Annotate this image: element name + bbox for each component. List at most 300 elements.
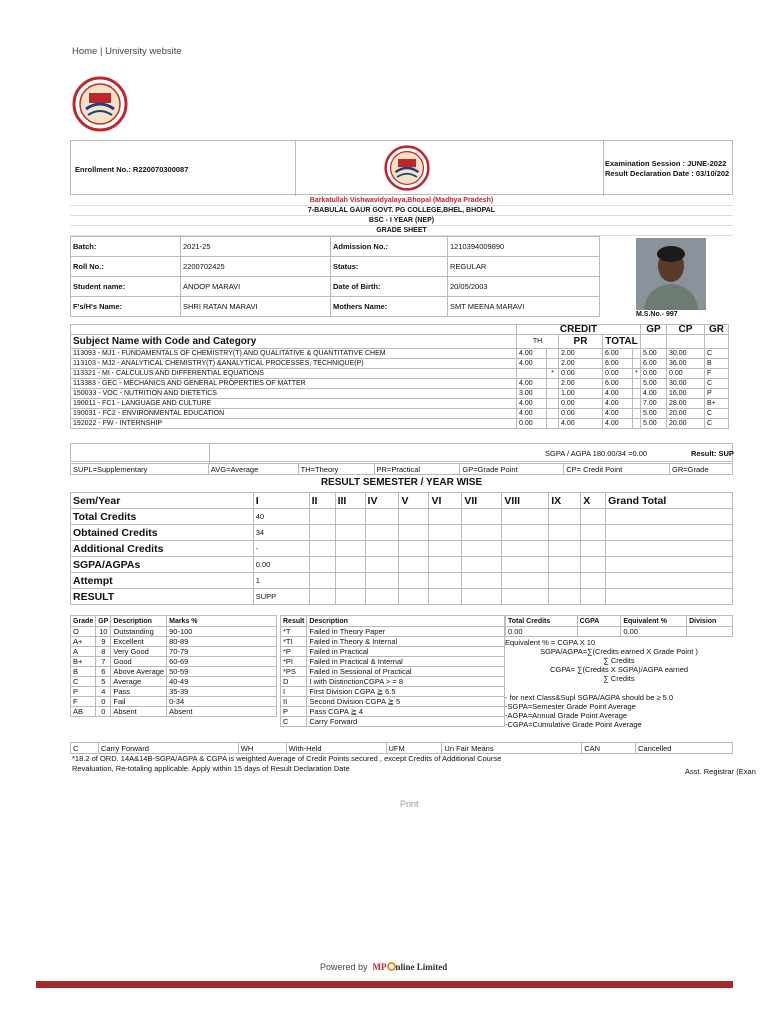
grade-row bbox=[71, 637, 277, 647]
result-col-header: Result bbox=[281, 616, 307, 627]
subject-total-cell: 4.00 bbox=[603, 399, 633, 409]
yearwise-empty-cell bbox=[502, 541, 549, 557]
subject-s2-cell bbox=[633, 419, 641, 429]
subject-th-cell: 3.00 bbox=[517, 389, 547, 399]
grade-header-row bbox=[71, 616, 277, 627]
grade-g-cell: F bbox=[71, 697, 96, 707]
yearwise-empty-cell bbox=[365, 509, 399, 525]
abbr-avg: AVG=Average bbox=[208, 464, 298, 475]
subject-cp-cell: 0.00 bbox=[667, 369, 705, 379]
yearwise-row-label: Total Credits bbox=[71, 509, 254, 525]
header-spacer bbox=[667, 335, 705, 349]
abbr-gr: GR=Grade bbox=[670, 464, 733, 475]
info-row bbox=[71, 237, 600, 257]
print-button[interactable]: Print bbox=[400, 799, 419, 809]
yearwise-empty-cell bbox=[549, 573, 581, 589]
sgpa-formula-denominator: ∑ Credits bbox=[603, 656, 635, 665]
yearwise-empty-cell bbox=[462, 557, 502, 573]
info-row bbox=[71, 297, 600, 317]
university-logo bbox=[72, 75, 128, 133]
abbreviations-table bbox=[70, 463, 733, 475]
subject-pr-cell: 4.00 bbox=[559, 419, 603, 429]
grade-row bbox=[71, 627, 277, 637]
info-row bbox=[71, 277, 600, 297]
university-name: Barkatullah Vishwavidyalaya,Bhopal (Madhya Pradesh) bbox=[70, 196, 733, 206]
yearwise-empty-cell bbox=[365, 525, 399, 541]
subject-s1-cell bbox=[547, 349, 559, 359]
subject-name-cell: 192022 - FW - INTERNSHIP bbox=[71, 419, 517, 429]
yearwise-empty-cell bbox=[606, 541, 733, 557]
yearwise-empty-cell bbox=[581, 589, 606, 605]
yearwise-sem1-value: 1 bbox=[253, 573, 309, 589]
yearwise-empty-cell bbox=[502, 509, 549, 525]
yearwise-empty-cell bbox=[429, 541, 462, 557]
equivalent-value: 0.00 bbox=[621, 627, 687, 637]
yearwise-col-header: II bbox=[309, 493, 335, 509]
course-name: BSC - I YEAR (NEP) bbox=[70, 216, 733, 226]
grade-d-cell: Outstanding bbox=[111, 627, 167, 637]
result-code-d-cell: Failed in Sessional of Practical bbox=[307, 667, 505, 677]
yearwise-row-label: RESULT bbox=[71, 589, 254, 605]
grade-g-cell: C bbox=[71, 677, 96, 687]
credit-header: CREDIT bbox=[517, 325, 641, 335]
grade-d-cell: Absent bbox=[111, 707, 167, 717]
subject-gp-cell: 4.00 bbox=[641, 389, 667, 399]
result-code-d-cell: I with DistinctionCGPA > = 8 bbox=[307, 677, 505, 687]
gp-header: GP bbox=[641, 325, 667, 335]
yearwise-empty-cell bbox=[606, 509, 733, 525]
grade-g-cell: P bbox=[71, 687, 96, 697]
grade-row bbox=[71, 667, 277, 677]
grade-m-cell: Absent bbox=[167, 707, 277, 717]
yearwise-row-label: Additional Credits bbox=[71, 541, 254, 557]
result-code-d-cell: Failed in Theory & Internal bbox=[307, 637, 505, 647]
student-photo bbox=[636, 238, 706, 310]
abbr-supl: SUPL=Supplementary bbox=[71, 464, 209, 475]
subject-gr-cell: C bbox=[705, 349, 729, 359]
yearwise-empty-cell bbox=[399, 541, 429, 557]
yearwise-row bbox=[71, 573, 733, 589]
th-header: TH bbox=[517, 335, 559, 349]
subject-name-cell: 113321 - MI - CALCULUS AND DIFFERENTIAL EQUATIONS bbox=[71, 369, 517, 379]
sheet-titles bbox=[70, 196, 733, 236]
grade-d-cell: Good bbox=[111, 657, 167, 667]
subject-th-cell: 4.00 bbox=[517, 399, 547, 409]
yearwise-empty-cell bbox=[399, 573, 429, 589]
legend-ufm: UFM bbox=[386, 743, 442, 754]
yearwise-empty-cell bbox=[399, 557, 429, 573]
subject-row bbox=[71, 389, 729, 399]
subject-gp-cell: 5.00 bbox=[641, 419, 667, 429]
subject-s2-cell bbox=[633, 399, 641, 409]
yearwise-empty-cell bbox=[549, 541, 581, 557]
grade-col-header: Grade bbox=[71, 616, 96, 627]
person-photo-icon bbox=[636, 238, 706, 310]
result-code-c-cell: P bbox=[281, 707, 307, 717]
subject-th-cell: 0.00 bbox=[517, 419, 547, 429]
note-item: - for next Class&Supl SGPA/AGPA should be ≥ 5.0 bbox=[505, 693, 674, 702]
declaration-date: Result Declaration Date : 03/10/202 bbox=[605, 169, 730, 178]
result-code-row bbox=[281, 627, 505, 637]
yearwise-empty-cell bbox=[335, 541, 365, 557]
note-item: -SGPA=Semester Grade Point Average bbox=[505, 702, 636, 711]
legend-cancelled: Cancelled bbox=[636, 743, 733, 754]
subject-th-cell bbox=[517, 369, 547, 379]
formulas bbox=[505, 638, 733, 683]
total-credits-header: Total Credits bbox=[506, 616, 578, 627]
result-codes-header-row bbox=[281, 616, 505, 627]
result-code-d-cell: Pass CGPA ≧ 4 bbox=[307, 707, 505, 717]
result-code-d-cell: Carry Forward bbox=[307, 717, 505, 727]
roll-value: 2200702425 bbox=[181, 257, 331, 277]
grade-scale-table bbox=[70, 615, 277, 717]
grade-row bbox=[71, 687, 277, 697]
yearwise-empty-cell bbox=[462, 541, 502, 557]
grade-gp-cell: 10 bbox=[96, 627, 111, 637]
note-item: -AGPA=Annual Grade Point Average bbox=[505, 711, 628, 720]
subject-gr-cell: C bbox=[705, 409, 729, 419]
subject-s1-cell bbox=[547, 419, 559, 429]
gp-col-header: GP bbox=[96, 616, 111, 627]
grade-m-cell: 0-34 bbox=[167, 697, 277, 707]
subject-gp-cell: 5.00 bbox=[641, 379, 667, 389]
yearwise-empty-cell bbox=[606, 589, 733, 605]
subject-name-header: Subject Name with Code and Category bbox=[71, 335, 517, 349]
subject-cp-cell: 30.00 bbox=[667, 379, 705, 389]
subject-gp-cell: 6.00 bbox=[641, 359, 667, 369]
subject-cp-cell: 16.00 bbox=[667, 389, 705, 399]
subject-row bbox=[71, 379, 729, 389]
yearwise-empty-cell bbox=[429, 589, 462, 605]
result-status: Result: SUP bbox=[691, 449, 734, 458]
grade-gp-cell: 5 bbox=[96, 677, 111, 687]
subject-cp-cell: 28.00 bbox=[667, 399, 705, 409]
subject-pr-cell: 0.00 bbox=[559, 399, 603, 409]
mother-value: SMT MEENA MARAVI bbox=[448, 297, 600, 317]
cgpa-formula-denominator: ∑ Credits bbox=[603, 674, 635, 683]
yearwise-empty-cell bbox=[335, 573, 365, 589]
yearwise-sem1-value: 0.00 bbox=[253, 557, 309, 573]
abbr-gp: GP=Grade Point bbox=[460, 464, 564, 475]
sgpa-formula: SGPA/AGPA=∑(Credits earned X Grade Point ) bbox=[540, 647, 698, 656]
result-code-d-cell: First Division CGPA ≧ 6.5 bbox=[307, 687, 505, 697]
yearwise-empty-cell bbox=[549, 589, 581, 605]
yearwise-row bbox=[71, 509, 733, 525]
grade-g-cell: A+ bbox=[71, 637, 96, 647]
subject-gp-cell: 5.00 bbox=[641, 349, 667, 359]
subject-cp-cell: 30.00 bbox=[667, 349, 705, 359]
legend-can: CAN bbox=[582, 743, 636, 754]
subject-pr-cell: 0.00 bbox=[559, 409, 603, 419]
yearwise-empty-cell bbox=[365, 541, 399, 557]
result-code-row bbox=[281, 697, 505, 707]
grade-row bbox=[71, 697, 277, 707]
cgpa-header: CGPA bbox=[577, 616, 621, 627]
subject-s1-cell bbox=[547, 379, 559, 389]
subject-total-cell: 4.00 bbox=[603, 389, 633, 399]
cgpa-formula: CGPA= ∑(Credits X SGPA)/AGPA earned bbox=[549, 665, 689, 674]
subject-s1-cell bbox=[547, 399, 559, 409]
subject-row bbox=[71, 419, 729, 429]
yearwise-sem1-value: SUPP bbox=[253, 589, 309, 605]
subject-th-cell: 4.00 bbox=[517, 379, 547, 389]
grade-m-cell: 60-69 bbox=[167, 657, 277, 667]
result-code-row bbox=[281, 687, 505, 697]
grade-gp-cell: 9 bbox=[96, 637, 111, 647]
subject-th-cell: 4.00 bbox=[517, 409, 547, 419]
subject-pr-cell: 2.00 bbox=[559, 359, 603, 369]
grade-gp-cell: 4 bbox=[96, 687, 111, 697]
yearwise-empty-cell bbox=[365, 573, 399, 589]
subject-s1-cell bbox=[547, 389, 559, 399]
yearwise-col-header: X bbox=[581, 493, 606, 509]
roll-label: Roll No.: bbox=[71, 257, 181, 277]
yearwise-col-header: III bbox=[335, 493, 365, 509]
yearwise-col-header: Grand Total bbox=[606, 493, 733, 509]
ordinance-note: *18.2 of ORD. 14A&14B-SGPA/AGPA & CGPA is weighted Average of Credit Points secured , except Credits of Additional Course bbox=[72, 754, 502, 763]
grade-gp-cell: 0 bbox=[96, 707, 111, 717]
brand-o-icon bbox=[387, 962, 396, 971]
grade-g-cell: A bbox=[71, 647, 96, 657]
yearwise-header-row bbox=[71, 493, 733, 509]
yearwise-empty-cell bbox=[309, 557, 335, 573]
result-code-row bbox=[281, 707, 505, 717]
result-code-c-cell: *T bbox=[281, 627, 307, 637]
yearwise-empty-cell bbox=[462, 525, 502, 541]
grade-gp-cell: 8 bbox=[96, 647, 111, 657]
legend-table bbox=[70, 742, 733, 754]
grade-gp-cell: 0 bbox=[96, 697, 111, 707]
subject-cp-cell: 20.00 bbox=[667, 409, 705, 419]
result-codes-table bbox=[280, 615, 505, 727]
subject-gr-cell: F bbox=[705, 369, 729, 379]
subject-pr-cell: 2.00 bbox=[559, 379, 603, 389]
subject-total-cell: 4.00 bbox=[603, 419, 633, 429]
grade-d-cell: Pass bbox=[111, 687, 167, 697]
yearwise-empty-cell bbox=[429, 509, 462, 525]
yearwise-empty-cell bbox=[309, 541, 335, 557]
legend-row bbox=[71, 743, 733, 754]
dob-value: 20/05/2003 bbox=[448, 277, 600, 297]
yearwise-empty-cell bbox=[581, 557, 606, 573]
yearwise-empty-cell bbox=[429, 573, 462, 589]
grade-gp-cell: 7 bbox=[96, 657, 111, 667]
result-code-row bbox=[281, 677, 505, 687]
legend-unfair-means: Un Fair Means bbox=[442, 743, 582, 754]
abbr-pr: PR=Practical bbox=[374, 464, 460, 475]
credits-header-row bbox=[506, 616, 733, 627]
result-code-c-cell: *PI bbox=[281, 657, 307, 667]
asst-registrar: Asst. Registrar (Exan bbox=[685, 767, 756, 776]
yearwise-row bbox=[71, 589, 733, 605]
grade-m-cell: 90-100 bbox=[167, 627, 277, 637]
yearwise-sem1-value: 40 bbox=[253, 509, 309, 525]
subject-s1-cell: * bbox=[547, 369, 559, 379]
sgpa-summary bbox=[70, 443, 733, 462]
yearwise-row-label: Obtained Credits bbox=[71, 525, 254, 541]
result-code-row bbox=[281, 647, 505, 657]
grade-d-cell: Fail bbox=[111, 697, 167, 707]
subject-row bbox=[71, 369, 729, 379]
subject-total-cell: 0.00 bbox=[603, 369, 633, 379]
result-code-row bbox=[281, 667, 505, 677]
subject-row bbox=[71, 409, 729, 419]
yearwise-empty-cell bbox=[502, 589, 549, 605]
result-code-d-cell: Second Division CGPA ≧ 5 bbox=[307, 697, 505, 707]
powered-by bbox=[320, 962, 447, 972]
yearwise-empty-cell bbox=[309, 573, 335, 589]
legend-c: C bbox=[71, 743, 99, 754]
subject-total-cell: 6.00 bbox=[603, 349, 633, 359]
legend-wh: WH bbox=[238, 743, 286, 754]
equivalent-formula: Equivalent % = CGPA X 10 bbox=[505, 638, 596, 647]
yearwise-empty-cell bbox=[399, 509, 429, 525]
enrollment-number: Enrollment No.: R220070300087 bbox=[75, 165, 189, 174]
yearwise-col-header: V bbox=[399, 493, 429, 509]
result-code-d-cell: Failed in Practical bbox=[307, 647, 505, 657]
grade-g-cell: B+ bbox=[71, 657, 96, 667]
grade-m-cell: 50-59 bbox=[167, 667, 277, 677]
exam-session-info bbox=[605, 159, 729, 179]
yearwise-empty-cell bbox=[581, 509, 606, 525]
result-code-c-cell: *PS bbox=[281, 667, 307, 677]
subjects-table bbox=[70, 324, 729, 429]
student-name-value: ANOOP MARAVI bbox=[181, 277, 331, 297]
subject-gr-cell: C bbox=[705, 379, 729, 389]
yearwise-empty-cell bbox=[581, 541, 606, 557]
subject-th-cell: 4.00 bbox=[517, 349, 547, 359]
grade-g-cell: AB bbox=[71, 707, 96, 717]
top-nav bbox=[72, 46, 182, 57]
legend-carry-forward: Carry Forward bbox=[98, 743, 238, 754]
division-header: Division bbox=[687, 616, 733, 627]
yearwise-empty-cell bbox=[365, 557, 399, 573]
student-info-table bbox=[70, 236, 600, 317]
mponline-logo bbox=[373, 962, 448, 972]
division-value bbox=[687, 627, 733, 637]
subject-gr-cell: B bbox=[705, 359, 729, 369]
yearwise-empty-cell bbox=[365, 589, 399, 605]
yearwise-col-header: VIII bbox=[502, 493, 549, 509]
subject-total-cell: 6.00 bbox=[603, 379, 633, 389]
subject-cp-cell: 20.00 bbox=[667, 419, 705, 429]
yearwise-title: RESULT SEMESTER / YEAR WISE bbox=[320, 477, 483, 488]
grade-g-cell: B bbox=[71, 667, 96, 677]
status-label: Status: bbox=[331, 257, 448, 277]
yearwise-empty-cell bbox=[309, 589, 335, 605]
yearwise-empty-cell bbox=[581, 573, 606, 589]
total-credits-value: 0.00 bbox=[506, 627, 578, 637]
yearwise-col-header: I bbox=[253, 493, 309, 509]
result-code-d-cell: Failed in Practical & Internal bbox=[307, 657, 505, 667]
grade-m-cell: 80-89 bbox=[167, 637, 277, 647]
subject-row bbox=[71, 359, 729, 369]
equivalent-header: Equivalent % bbox=[621, 616, 687, 627]
yearwise-empty-cell bbox=[399, 525, 429, 541]
subject-total-cell: 4.00 bbox=[603, 409, 633, 419]
grade-g-cell: O bbox=[71, 627, 96, 637]
grade-row bbox=[71, 647, 277, 657]
yearwise-empty-cell bbox=[606, 525, 733, 541]
subject-s1-cell bbox=[547, 409, 559, 419]
subject-pr-cell: 0.00 bbox=[559, 369, 603, 379]
yearwise-row bbox=[71, 541, 733, 557]
note-item: -CGPA=Cumulative Grade Point Average bbox=[505, 720, 642, 729]
student-name-label: Student name: bbox=[71, 277, 181, 297]
subject-gp-cell: 0.00 bbox=[641, 369, 667, 379]
grade-d-cell: Excellent bbox=[111, 637, 167, 647]
subject-name-cell: 113093 - MJ1 - FUNDAMENTALS OF CHEMISTRY(T) AND QUALITATIVE & QUANTITATIVE CHEM bbox=[71, 349, 517, 359]
subject-name-cell: 113103 - MJ2 - ANALYTICAL CHEMISTRY(T) &ANALYTICAL PROCESSES, TECHNIQUE(P) bbox=[71, 359, 517, 369]
subject-cp-cell: 36.00 bbox=[667, 359, 705, 369]
ms-number: M.S.No.- 997 bbox=[636, 311, 678, 318]
result-code-row bbox=[281, 637, 505, 647]
grade-row bbox=[71, 707, 277, 717]
yearwise-sem1-value: 34 bbox=[253, 525, 309, 541]
subject-s2-cell bbox=[633, 379, 641, 389]
subject-th-cell: 4.00 bbox=[517, 359, 547, 369]
abbr-row bbox=[71, 464, 733, 475]
subject-gr-cell: B+ bbox=[705, 399, 729, 409]
grade-d-cell: Very Good bbox=[111, 647, 167, 657]
college-name: 7-BABULAL GAUR GOVT. PG COLLEGE,BHEL, BHOPAL bbox=[70, 206, 733, 216]
subject-s1-cell bbox=[547, 359, 559, 369]
cp-header: CP bbox=[667, 325, 705, 335]
university-website-link[interactable]: University website bbox=[105, 46, 182, 57]
brand-rest: nline Limited bbox=[395, 962, 448, 972]
subject-pr-cell: 1.00 bbox=[559, 389, 603, 399]
subject-name-cell: 113383 - GEC - MECHANICS AND GENERAL PROPERTIES OF MATTER bbox=[71, 379, 517, 389]
batch-value: 2021-25 bbox=[181, 237, 331, 257]
yearwise-empty-cell bbox=[581, 525, 606, 541]
total-header: TOTAL bbox=[603, 335, 641, 349]
admission-label: Admission No.: bbox=[331, 237, 448, 257]
home-link[interactable]: Home bbox=[72, 46, 98, 57]
subject-s2-cell bbox=[633, 359, 641, 369]
footer-notes bbox=[72, 754, 501, 774]
yearwise-empty-cell bbox=[335, 557, 365, 573]
yearwise-col-header: Sem/Year bbox=[71, 493, 254, 509]
yearwise-sem1-value: - bbox=[253, 541, 309, 557]
header-spacer bbox=[705, 335, 729, 349]
abbr-cp: CP= Credit Point bbox=[564, 464, 670, 475]
grade-gp-cell: 6 bbox=[96, 667, 111, 677]
yearwise-col-header: IX bbox=[549, 493, 581, 509]
mother-label: Mothers Name: bbox=[331, 297, 448, 317]
result-code-c-cell: D bbox=[281, 677, 307, 687]
subject-name-cell: 150033 - VOC - NUTRITION AND DIETETICS bbox=[71, 389, 517, 399]
header-spacer bbox=[641, 335, 667, 349]
subject-name-cell: 190031 - FC2 - ENVIRONMENTAL EDUCATION bbox=[71, 409, 517, 419]
admission-value: 1210394009890 bbox=[448, 237, 600, 257]
yearwise-row-label: SGPA/AGPAs bbox=[71, 557, 254, 573]
credits-summary-table bbox=[505, 615, 733, 637]
yearwise-row bbox=[71, 557, 733, 573]
sheet-title: GRADE SHEET bbox=[70, 226, 733, 236]
yearwise-col-header: IV bbox=[365, 493, 399, 509]
subject-s2-cell: * bbox=[633, 369, 641, 379]
yearwise-empty-cell bbox=[462, 573, 502, 589]
revaluation-note: Revaluation, Re-totaling applicable. Apply within 15 days of Result Declaration Date bbox=[72, 764, 350, 773]
yearwise-col-header: VI bbox=[429, 493, 462, 509]
grade-d-cell: Above Average bbox=[111, 667, 167, 677]
yearwise-table bbox=[70, 492, 733, 605]
desc-col-header: Description bbox=[111, 616, 167, 627]
result-code-row bbox=[281, 657, 505, 667]
yearwise-empty-cell bbox=[606, 573, 733, 589]
legend-with-held: With-Held bbox=[286, 743, 386, 754]
gr-header: GR bbox=[705, 325, 729, 335]
